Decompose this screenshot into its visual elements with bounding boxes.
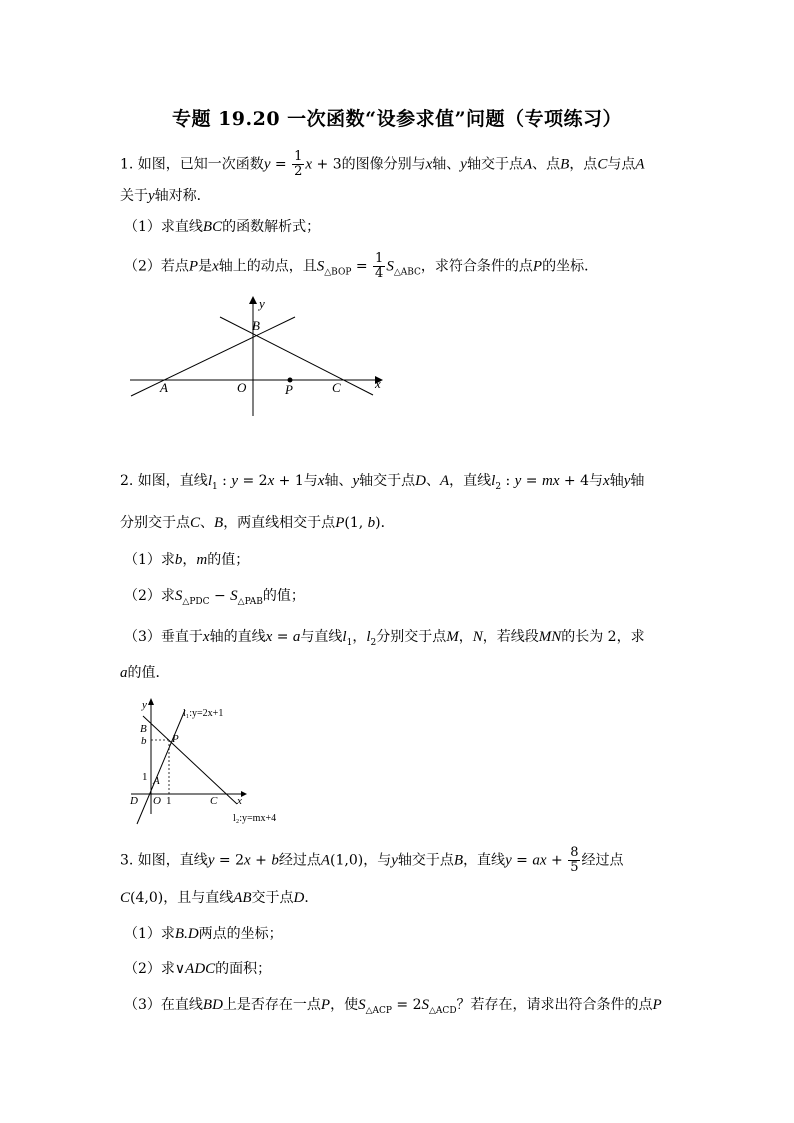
svg-text:x: x: [375, 376, 381, 391]
svg-text:A: A: [153, 775, 160, 787]
q1-line-1: 1. 如图，已知一次函数y = $\frac{1}{2}$ x + 3的图像分别与x轴、y轴交于点A、点B，点C与点A: [120, 149, 645, 179]
q2-part-1: （1）求b，m的值；: [124, 552, 250, 568]
q2-line-last: a的值．: [120, 665, 170, 681]
q1-figure: [125, 292, 390, 422]
q2-line-1: 2. 如图，直线$l_1$ : y = 2x + 1与x轴、y轴交于点D、A，直线$l_2$ : y = mx + 4与x轴y轴: [120, 473, 645, 492]
fraction: $\frac{1}{2}$: [294, 149, 303, 179]
q2-line-2: 分别交于点C、B，两直线相交于点P(1, b)．: [120, 515, 395, 531]
q3-line-2: C(4,0)，且与直线AB交于点D．: [120, 890, 319, 906]
svg-text:O: O: [237, 380, 247, 395]
svg-text:D: D: [130, 795, 138, 807]
fraction: $\frac{8}{5}$: [570, 845, 579, 875]
q3-part-3: （3）在直线BD上是否存在一点P，使$S_{\triangle ACP} = 2S_{\triangle ACD}$？若存在，请求出符合条件的点P: [124, 997, 662, 1016]
svg-text:O: O: [153, 795, 161, 807]
q1-part-2: （2）若点P是x轴上的动点，且$S_{\triangle BOP}$ = $\frac{1}{4}$ $S_{\triangle ABC}$，求符合条件的点P的坐标．: [124, 251, 599, 281]
svg-text:P: P: [285, 382, 293, 397]
q2-part-2: （2）求$S_{\triangle PDC} - S_{\triangle PAB}$的值；: [124, 588, 305, 607]
page-title: 专题 19.20 一次函数“设参求值”问题（专项练习）: [171, 108, 623, 130]
q3-part-1: （1）求B.D两点的坐标；: [124, 926, 283, 942]
fraction: $\frac{1}{4}$: [375, 251, 384, 281]
svg-text:y: y: [259, 296, 265, 311]
q3-line-1: 3. 如图，直线y = 2x + b经过点A(1,0)，与y轴交于点B，直线y = ax + $\frac{8}{5}$ 经过点: [120, 845, 624, 875]
svg-text:B: B: [140, 723, 147, 735]
svg-text:l₁:y=2x+1: l₁:y=2x+1: [183, 708, 224, 719]
svg-text:C: C: [332, 380, 341, 395]
svg-text:A: A: [160, 380, 168, 395]
q3-part-2: （2）求∨ADC的面积；: [124, 961, 272, 977]
svg-text:y: y: [142, 699, 147, 711]
q1-line-2: 关于y轴对称．: [120, 188, 211, 204]
svg-text:l₂:y=mx+4: l₂:y=mx+4: [233, 813, 277, 824]
svg-text:1: 1: [142, 771, 148, 783]
q1-part-1: （1）求直线BC的函数解析式；: [124, 219, 321, 235]
svg-text:x: x: [237, 795, 242, 807]
svg-text:P: P: [172, 733, 179, 745]
svg-text:C: C: [210, 795, 218, 807]
svg-text:B: B: [252, 318, 260, 333]
svg-text:1: 1: [166, 795, 172, 807]
q2-part-3: （3）垂直于x轴的直线x = a与直线$l_1$，$l_2$分别交于点M，N，若线段MN的长为 2，求: [124, 629, 645, 648]
q2-figure: [125, 696, 295, 826]
svg-text:b: b: [141, 735, 147, 747]
